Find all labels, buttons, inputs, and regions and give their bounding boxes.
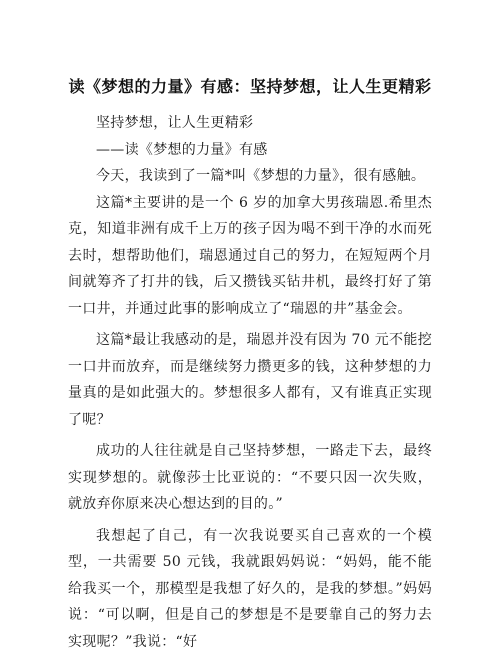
- paragraph: 成功的人往往就是自己坚持梦想，一路走下去，最终实现梦想的。就像莎士比亚说的：“不要只因一次失败，就放弃你原来决心想达到的目的。”: [68, 443, 432, 512]
- paragraph: 今天，我读到了一篇*叫《梦想的力量》，很有感触。: [96, 168, 426, 184]
- document-body: [68, 110, 432, 660]
- paragraph-subtitle: 坚持梦想，让人生更精彩: [96, 115, 254, 131]
- paragraph: 这篇*最让我感动的是，瑞恩并没有因为 70 元不能挖一口井而放弃，而是继续努力攒更多的钱，这种梦想的力量真的是如此强大的。梦想很多人都有，又有谁真正实现了呢？: [68, 332, 432, 428]
- document-title: 读《梦想的力量》有感：坚持梦想，让人生更精彩: [68, 77, 432, 96]
- paragraph: 我想起了自己，有一次我说要买自己喜欢的一个模型，一共需要 50 元钱，我就跟妈妈说：“妈妈，能不能给我买一个，那模型是我想了好久的，是我的梦想。”妈妈说：“可以啊，但是自己的梦想是不是要靠自己的努力去实现呢？”我说：“好: [68, 527, 432, 650]
- paragraph-subtitle-source: ——读《梦想的力量》有感: [96, 141, 268, 158]
- paragraph: 这篇*主要讲的是一个 6 岁的加拿大男孩瑞恩.希里杰克，知道非洲有成千上万的孩子因为喝不到干净的水而死去时，想帮助他们，瑞恩通过自己的努力，在短短两个月间就筹齐了打井的钱，后又攒钱买钻井机，最终打好了第一口井，并通过此事的影响成立了“瑞恩的井”基金会。: [68, 194, 432, 317]
